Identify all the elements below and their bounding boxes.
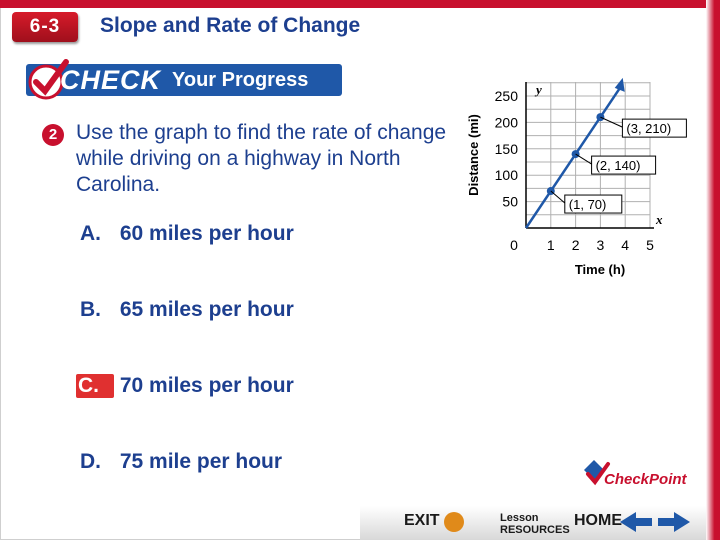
distance-time-graph bbox=[460, 76, 700, 286]
x-tick-label: 0 bbox=[510, 237, 518, 253]
y-tick-label: 50 bbox=[502, 193, 518, 210]
check-label: CHECK bbox=[60, 65, 162, 95]
x-tick-label: 2 bbox=[571, 237, 580, 253]
question-number-badge: 2 bbox=[42, 124, 64, 146]
data-label: (3, 210) bbox=[626, 121, 672, 137]
lesson-number-tab: 6-3 bbox=[12, 12, 78, 42]
your-progress-label: Your Progress bbox=[172, 69, 309, 91]
home-button[interactable]: HOME bbox=[574, 512, 622, 529]
x-tick-label: 1 bbox=[546, 237, 555, 253]
choice-text: 75 mile per hour bbox=[119, 450, 283, 473]
data-point bbox=[572, 150, 580, 158]
callout-leader bbox=[576, 154, 592, 164]
choice-text: 65 miles per hour bbox=[119, 298, 294, 321]
checkpoint-label: CheckPoint bbox=[604, 471, 687, 488]
y-tick-label: 200 bbox=[494, 114, 518, 131]
lesson-title: Slope and Rate of Change bbox=[100, 14, 361, 37]
question-text: Use the graph to find the rate of change while driving on a highway in North Carolina. bbox=[76, 121, 447, 196]
y-tick-label: 250 bbox=[494, 88, 518, 104]
choice-letter: A. bbox=[80, 222, 101, 245]
x-axis-variable: x bbox=[656, 212, 663, 227]
y-tick-label: 150 bbox=[494, 140, 518, 157]
math-online-icon[interactable] bbox=[444, 512, 464, 532]
y-axis-label: Distance (mi) bbox=[466, 114, 481, 196]
x-tick-label: 5 bbox=[646, 237, 654, 253]
right-red-edge bbox=[706, 0, 720, 540]
choice-b[interactable] bbox=[80, 298, 294, 322]
choice-letter: C. bbox=[76, 374, 114, 398]
choice-text: 60 miles per hour bbox=[119, 222, 294, 245]
y-tick-label: 100 bbox=[494, 167, 518, 184]
y-axis-variable: y bbox=[536, 82, 542, 97]
lesson-resources-button[interactable]: Lesson RESOURCES bbox=[500, 512, 570, 536]
x-axis-label: Time (h) bbox=[574, 262, 626, 277]
data-label: (1, 70) bbox=[568, 197, 607, 213]
checkpoint-logo[interactable] bbox=[580, 456, 690, 492]
choice-letter: B. bbox=[80, 298, 101, 321]
choice-text: 70 miles per hour bbox=[119, 374, 294, 397]
x-tick-label: 4 bbox=[621, 237, 630, 253]
data-label: (2, 140) bbox=[595, 158, 641, 174]
exit-button[interactable]: EXIT bbox=[404, 512, 440, 529]
choice-a[interactable] bbox=[80, 222, 294, 246]
choice-d[interactable] bbox=[80, 450, 282, 474]
choice-c[interactable] bbox=[80, 374, 294, 398]
choice-letter: D. bbox=[80, 450, 101, 473]
top-red-bar bbox=[0, 0, 720, 8]
series-arrow bbox=[615, 78, 625, 92]
x-tick-label: 3 bbox=[596, 237, 605, 253]
